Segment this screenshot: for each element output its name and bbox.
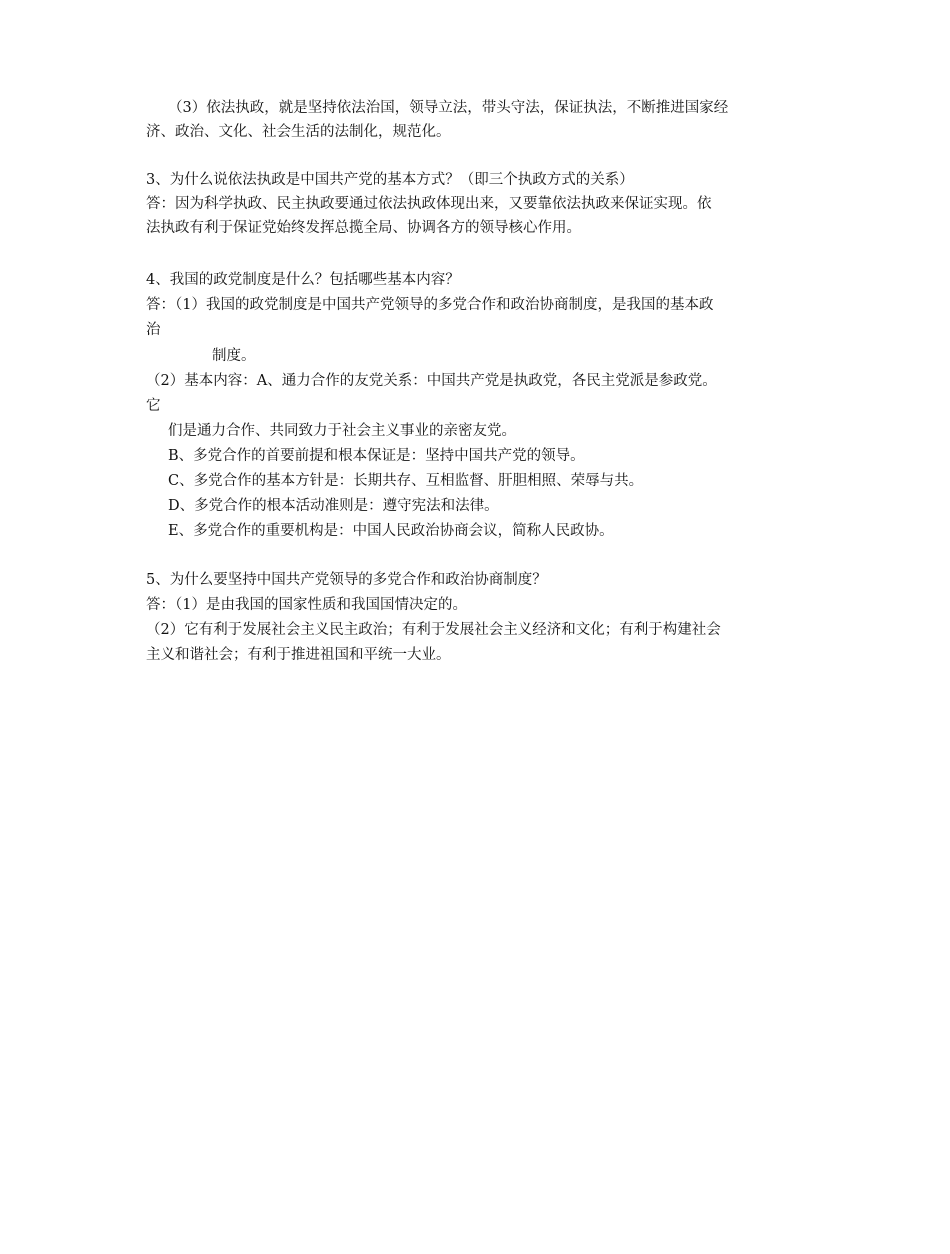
- text-line: 它: [146, 398, 161, 414]
- question-heading: 3、为什么说依法执政是中国共产党的基本方式？（即三个执政方式的关系）: [146, 172, 634, 188]
- text-line: 答：因为科学执政、民主执政要通过依法执政体现出来，又要靠依法执政来保证实现。依: [146, 196, 712, 212]
- question-heading: 5、为什么要坚持中国共产党领导的多党合作和政治协商制度？: [146, 572, 547, 588]
- list-item: D、多党合作的根本活动准则是：遵守宪法和法律。: [168, 498, 499, 514]
- list-item: B、多党合作的首要前提和根本保证是：坚持中国共产党的领导。: [168, 448, 585, 464]
- text-line: 答：（1）我国的政党制度是中国共产党领导的多党合作和政治协商制度，是我国的基本政: [146, 297, 714, 313]
- list-item: C、多党合作的基本方针是：长期共存、互相监督、肝胆相照、荣辱与共。: [168, 473, 644, 489]
- text-line: 答：（1）是由我国的国家性质和我国国情决定的。: [146, 597, 467, 613]
- text-line: 们是通力合作、共同致力于社会主义事业的亲密友党。: [168, 423, 516, 439]
- text-line: （2）它有利于发展社会主义民主政治；有利于发展社会主义经济和文化；有利于构建社会: [146, 622, 721, 638]
- text-line: 主义和谐社会；有利于推进祖国和平统一大业。: [146, 647, 451, 663]
- text-line: 治: [146, 322, 161, 338]
- list-item: E、多党合作的重要机构是：中国人民政治协商会议，简称人民政协。: [168, 523, 614, 539]
- text-line: 济、政治、文化、社会生活的法制化，规范化。: [146, 124, 451, 140]
- text-line: 法执政有利于保证党始终发挥总揽全局、协调各方的领导核心作用。: [146, 220, 581, 236]
- text-line: 制度。: [212, 348, 256, 364]
- text-line: （2）基本内容：A、通力合作的友党关系：中国共产党是执政党，各民主党派是参政党。: [146, 373, 717, 389]
- text-line: （3）依法执政，就是坚持依法治国，领导立法，带头守法，保证执法，不断推进国家经: [168, 100, 729, 116]
- question-heading: 4、我国的政党制度是什么？包括哪些基本内容？: [146, 272, 460, 288]
